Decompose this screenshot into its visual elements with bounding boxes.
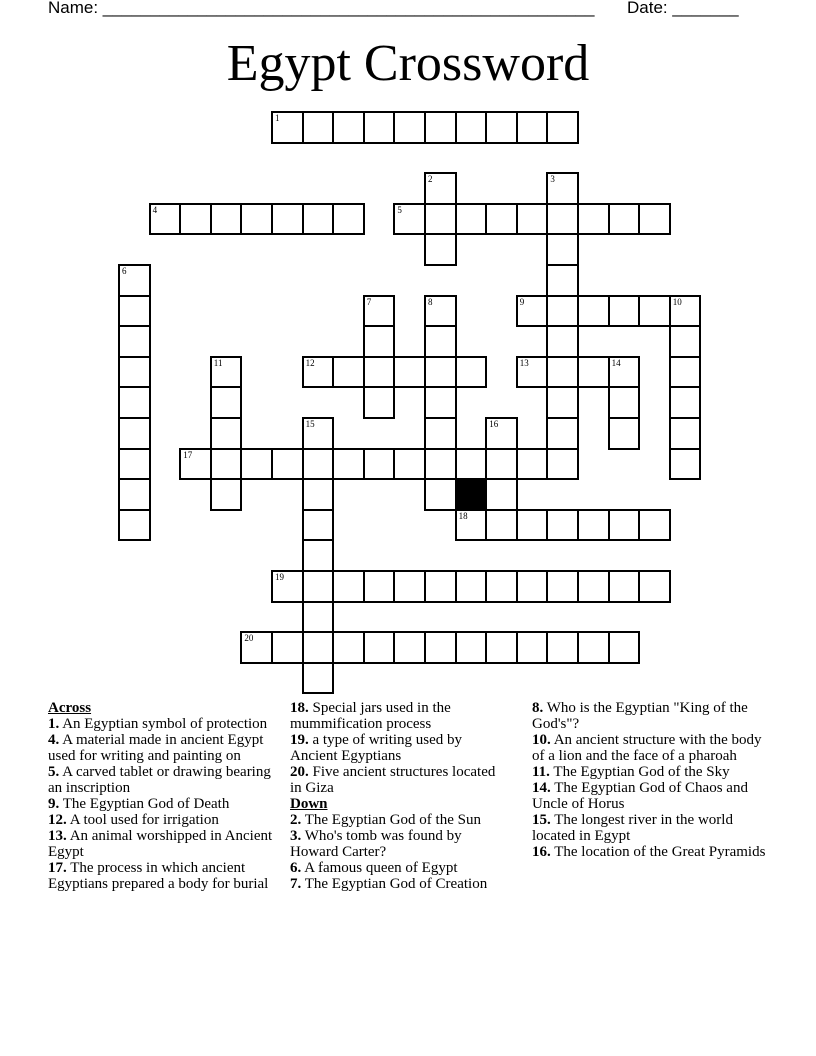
grid-cell[interactable] [516,570,549,603]
grid-cell[interactable] [302,111,335,144]
grid-cell[interactable] [240,448,273,481]
grid-cell[interactable] [608,356,641,389]
clue-number: 8 [428,296,433,307]
grid-cell[interactable] [546,417,579,450]
grid-cell[interactable] [363,295,396,328]
grid-cell[interactable] [455,631,488,664]
grid-cell[interactable] [240,631,273,664]
grid-cell[interactable] [332,631,365,664]
clue-item: 11. The Egyptian God of the Sky [532,764,730,780]
grid-cell[interactable] [608,295,641,328]
grid-cell[interactable] [424,172,457,205]
grid-cell[interactable] [608,509,641,542]
grid-cell[interactable] [516,509,549,542]
clue-number: 14 [611,357,621,368]
grid-cell[interactable] [516,631,549,664]
grid-cell[interactable] [485,417,518,450]
grid-cell[interactable] [455,111,488,144]
grid-cell[interactable] [424,478,457,511]
grid-cell[interactable] [210,478,243,511]
grid-cell[interactable] [424,448,457,481]
grid-cell[interactable] [118,509,151,542]
grid-cell[interactable] [424,417,457,450]
grid-cell[interactable] [424,203,457,236]
grid-cell[interactable] [302,662,335,695]
grid-cell[interactable] [546,203,579,236]
grid-cell[interactable] [118,264,151,297]
down-heading: Down [290,796,328,812]
grid-cell[interactable] [118,448,151,481]
grid-cell[interactable] [271,570,304,603]
grid-cell[interactable] [546,295,579,328]
grid-cell[interactable] [669,386,702,419]
grid-cell[interactable] [577,356,610,389]
clue-item: 5. A carved tablet or drawing bearing an inscription [48,764,271,796]
grid-cell[interactable] [393,448,426,481]
clue-item: 3. Who's tomb was found by Howard Carter? [290,828,462,860]
grid-cell[interactable] [271,448,304,481]
clue-number: 9 [519,296,525,307]
grid-cell[interactable] [546,570,579,603]
grid-cell[interactable] [363,111,396,144]
grid-cell[interactable] [638,509,671,542]
grid-cell[interactable] [393,356,426,389]
grid-cell[interactable] [516,203,549,236]
grid-cell[interactable] [118,478,151,511]
grid-cell[interactable] [577,631,610,664]
grid-cell[interactable] [210,203,243,236]
grid-cell[interactable] [424,631,457,664]
grid-cell[interactable] [302,448,335,481]
grid-cell[interactable] [363,570,396,603]
grid-cell[interactable] [149,203,182,236]
grid-cell[interactable] [363,356,396,389]
grid-cell[interactable] [546,386,579,419]
clues-column-1 [48,700,273,892]
grid-cell[interactable] [118,295,151,328]
grid-cell[interactable] [608,570,641,603]
clue-item: 6. A famous queen of Egypt [290,860,458,876]
clue-item: 20. Five ancient structures located in Giza [290,764,496,796]
grid-cell[interactable] [546,233,579,266]
clue-item: 14. The Egyptian God of Chaos and Uncle of Horus [532,780,748,812]
grid-cell[interactable] [271,111,304,144]
grid-cell[interactable] [516,356,549,389]
grid-cell[interactable] [577,570,610,603]
clue-item: 10. An ancient structure with the body of a lion and the face of a pharoah [532,732,762,764]
grid-cell[interactable] [210,448,243,481]
clue-item: 13. An animal worshipped in Ancient Egypt [48,828,273,860]
grid-cell[interactable] [424,325,457,358]
clue-number: 6 [122,266,127,276]
grid-cell[interactable] [485,478,518,511]
clue-number: 1 [275,113,280,123]
grid-cell[interactable] [577,295,610,328]
grid-cell[interactable] [455,203,488,236]
grid-cell[interactable] [302,356,335,389]
clue-item: 18. Special jars used in the mummification process [290,700,451,732]
clue-item: 9. The Egyptian God of Death [48,796,230,812]
clue-item: 1. An Egyptian symbol of protection [48,716,268,732]
grid-cell[interactable] [393,203,426,236]
clue-number: 5 [397,204,402,215]
grid-cell[interactable] [393,570,426,603]
grid-cell[interactable] [424,386,457,419]
grid-cell[interactable] [210,356,243,389]
grid-cell[interactable] [363,631,396,664]
grid-cell[interactable] [118,417,151,450]
grid-cell[interactable] [424,233,457,266]
grid-cell[interactable] [455,570,488,603]
date-field[interactable]: Date: _______ [627,0,739,17]
grid-cell[interactable] [608,417,641,450]
grid-cell[interactable] [179,448,212,481]
grid-cell[interactable] [393,111,426,144]
grid-cell[interactable] [669,295,702,328]
grid-cell[interactable] [485,111,518,144]
grid-cell[interactable] [608,631,641,664]
grid-cell[interactable] [302,539,335,572]
grid-cell[interactable] [302,631,335,664]
clue-number: 18 [458,510,468,521]
grid-cell[interactable] [332,111,365,144]
clue-item: 16. The location of the Great Pyramids [532,844,766,860]
grid-cell[interactable] [332,356,365,389]
clue-number: 4 [152,204,158,215]
grid-cell[interactable] [118,325,151,358]
grid-cell[interactable] [455,448,488,481]
grid-cell[interactable] [424,111,457,144]
grid-cell[interactable] [332,570,365,603]
clue-number: 20 [244,633,254,644]
grid-cell[interactable] [669,356,702,389]
clue-item: 2. The Egyptian God of the Sun [290,812,481,828]
clue-number: 13 [519,357,529,368]
grid-cell[interactable] [302,203,335,236]
grid-cell[interactable] [608,386,641,419]
black-square [455,478,488,511]
grid-cell[interactable] [669,325,702,358]
clue-number: 2 [428,174,433,185]
name-field[interactable]: Name: ____________________________________________________ [48,0,595,17]
grid-cell[interactable] [546,264,579,297]
clue-number: 16 [489,419,499,429]
clue-number: 7 [366,296,372,307]
grid-cell[interactable] [546,356,579,389]
clue-item: 12. A tool used for irrigation [48,812,219,828]
clue-item: 15. The longest river in the world located in Egypt [532,812,733,844]
grid-cell[interactable] [393,631,426,664]
grid-cell[interactable] [424,356,457,389]
clues-column-3 [532,700,768,860]
grid-cell[interactable] [546,325,579,358]
grid-cell[interactable] [240,203,273,236]
grid-cell[interactable] [332,448,365,481]
grid-cell[interactable] [210,386,243,419]
grid-cell[interactable] [485,509,518,542]
clue-item: 4. A material made in ancient Egypt used for writing and painting on [48,732,264,764]
grid-cell[interactable] [302,417,335,450]
clue-item: 7. The Egyptian God of Creation [290,876,488,892]
grid-cell[interactable] [577,203,610,236]
clue-number: 11 [213,357,223,368]
page-title: Egypt Crossword [226,35,590,92]
clue-item: 8. Who is the Egyptian "King of the God's"? [532,700,748,732]
grid-cell[interactable] [302,570,335,603]
clue-item: 19. a type of writing used by Ancient Egyptians [290,732,463,764]
grid-cell[interactable] [638,295,671,328]
grid-cell[interactable] [455,356,488,389]
grid-cell[interactable] [516,111,549,144]
grid-cell[interactable] [363,448,396,481]
grid-cell[interactable] [546,172,579,205]
clue-number: 3 [550,174,555,185]
grid-cell[interactable] [546,448,579,481]
grid-cell[interactable] [546,509,579,542]
clue-number: 10 [672,296,682,307]
grid-cell[interactable] [638,203,671,236]
grid-cell[interactable] [271,631,304,664]
grid-cell[interactable] [118,386,151,419]
clue-number: 12 [305,357,315,368]
clue-number: 15 [305,419,315,429]
clue-number: 17 [183,449,193,460]
grid-cell[interactable] [485,570,518,603]
grid-cell[interactable] [363,325,396,358]
across-heading: Across [48,700,92,716]
grid-cell[interactable] [424,295,457,328]
grid-cell[interactable] [485,448,518,481]
grid-cell[interactable] [179,203,212,236]
grid-cell[interactable] [485,631,518,664]
grid-cell[interactable] [424,570,457,603]
grid-cell[interactable] [363,386,396,419]
clues-column-2 [290,700,510,892]
grid-cell[interactable] [516,295,549,328]
grid-cell[interactable] [546,111,579,144]
grid-cell[interactable] [608,203,641,236]
grid-cell[interactable] [302,478,335,511]
clue-number: 19 [275,572,284,582]
grid-cell[interactable] [669,417,702,450]
grid-cell[interactable] [302,601,335,634]
grid-cell[interactable] [485,203,518,236]
grid-cell[interactable] [577,509,610,542]
grid-cell[interactable] [302,509,335,542]
grid-cell[interactable] [516,448,549,481]
grid-cell[interactable] [332,203,365,236]
grid-cell[interactable] [455,509,488,542]
grid-cell[interactable] [210,417,243,450]
grid-cell[interactable] [271,203,304,236]
grid-cell[interactable] [546,631,579,664]
grid-cell[interactable] [669,448,702,481]
grid-cell[interactable] [118,356,151,389]
grid-cell[interactable] [638,570,671,603]
clue-item: 17. The process in which ancient Egyptians prepared a body for burial [48,860,269,892]
